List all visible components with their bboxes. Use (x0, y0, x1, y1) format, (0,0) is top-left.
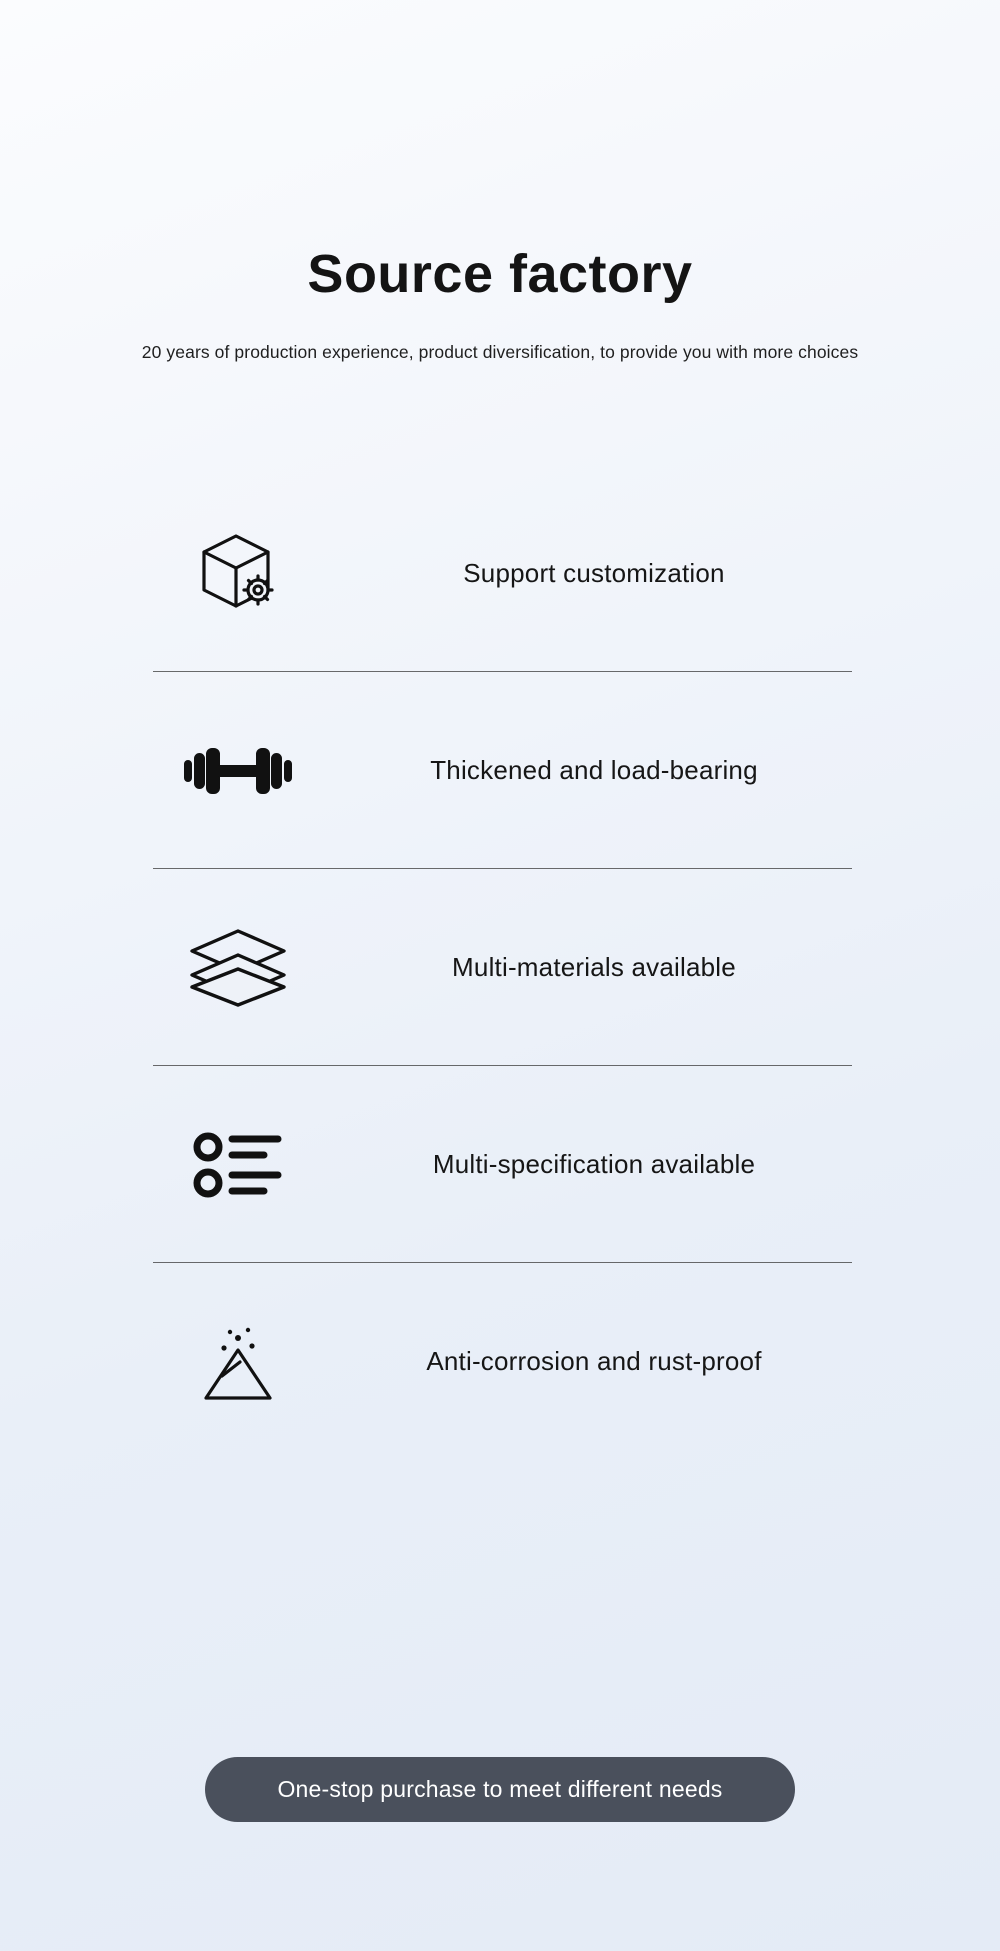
page-subtitle: 20 years of production experience, product diversification, to provide you with more choices (141, 342, 859, 363)
feature-list (75, 475, 925, 1460)
feature-label: Multi-specification available (432, 1149, 756, 1180)
feature-label: Support customization (463, 558, 725, 589)
feature-row (153, 1066, 925, 1263)
feature-label: Anti-corrosion and rust-proof (426, 1346, 762, 1377)
layers-icon (153, 925, 323, 1011)
feature-row (153, 475, 925, 672)
page-header (0, 0, 1000, 363)
anti-corrosion-icon (153, 1314, 323, 1410)
feature-row (153, 672, 925, 869)
box-gear-icon (153, 526, 323, 622)
cta-container (0, 1757, 1000, 1822)
page-title: Source factory (307, 244, 693, 304)
feature-row (153, 1263, 925, 1460)
dumbbell-icon (153, 741, 323, 801)
feature-row (153, 869, 925, 1066)
one-stop-purchase-button[interactable]: One-stop purchase to meet different needs (205, 1757, 795, 1822)
feature-label: Multi-materials available (452, 952, 736, 983)
feature-label: Thickened and load-bearing (430, 755, 758, 786)
list-settings-icon (153, 1127, 323, 1203)
